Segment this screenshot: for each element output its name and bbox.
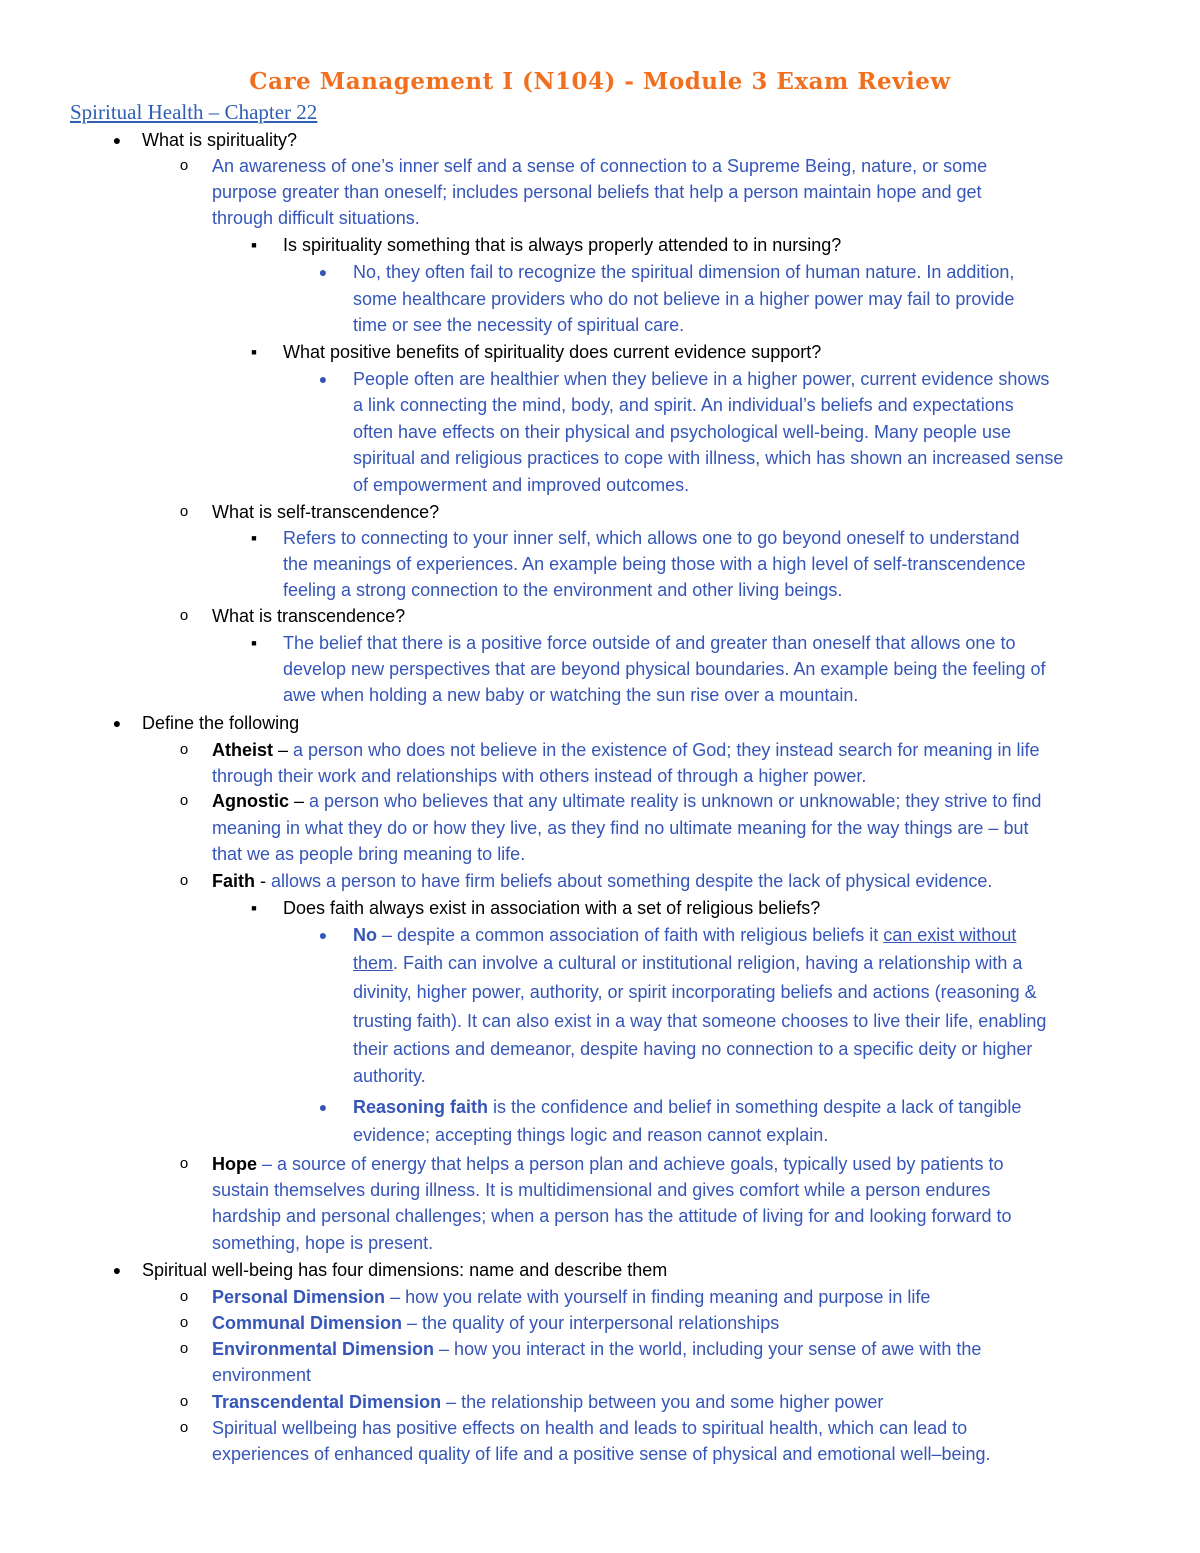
- question-transcendence: What is transcendence?: [212, 606, 406, 626]
- answer-line: People often are healthier when they believe in a higher power, current evidence shows: [353, 369, 1050, 389]
- square-bullet-icon: [245, 525, 263, 551]
- circle-bullet-icon: [175, 499, 193, 525]
- term-reasoning-faith: Reasoning faith: [353, 1097, 489, 1117]
- answer-line: some healthcare providers who do not believe in a higher power may fail to provide: [353, 289, 1015, 309]
- square-bullet-icon: [245, 895, 263, 921]
- circle-bullet-icon: [175, 1389, 193, 1415]
- definition-agnostic: [212, 788, 1041, 814]
- section-heading: Spiritual Health – Chapter 22: [70, 100, 318, 124]
- answer-line: authority.: [353, 1066, 426, 1086]
- definition-text: a person who believes that any ultimate reality is unknown or unknowable; they strive to find: [309, 791, 1042, 811]
- circle-bullet-icon: [175, 1415, 193, 1441]
- underlined-text: them: [353, 953, 394, 973]
- square-bullet-icon: [245, 630, 263, 656]
- circle-bullet-icon: [175, 1284, 193, 1310]
- question-faith-religious: Does faith always exist in association with a set of religious beliefs?: [283, 898, 821, 918]
- answer-text: – despite a common association of faith with religious beliefs it: [377, 925, 884, 945]
- answer-line: feeling a strong connection to the environment and other living beings.: [283, 580, 843, 600]
- answer-line: through difficult situations.: [212, 208, 420, 228]
- term-hope: Hope: [212, 1154, 257, 1174]
- answer-line: evidence; accepting things logic and reason cannot explain.: [353, 1125, 829, 1145]
- question-define: Define the following: [142, 713, 300, 733]
- circle-bullet-icon: [175, 1151, 193, 1177]
- disc-bullet-icon: [314, 1094, 332, 1120]
- circle-bullet-icon: [175, 868, 193, 894]
- dimension-text: environment: [212, 1365, 312, 1385]
- dimension-text: – the relationship between you and some higher power: [441, 1392, 884, 1412]
- disc-bullet-icon: [314, 366, 332, 392]
- definition-text: something, hope is present.: [212, 1233, 434, 1253]
- answer-line: trusting faith). It can also exist in a way that someone chooses to live their life, enabling: [353, 1011, 1047, 1031]
- answer-no: [353, 922, 1016, 948]
- answer-line: No, they often fail to recognize the spiritual dimension of human nature. In addition,: [353, 262, 1015, 282]
- question-benefits: What positive benefits of spirituality does current evidence support?: [283, 342, 822, 362]
- circle-bullet-icon: [175, 737, 193, 763]
- definition-text: that we as people bring meaning to life.: [212, 844, 526, 864]
- dimension-text: – how you interact in the world, including your sense of awe with the: [434, 1339, 982, 1359]
- answer-line: divinity, higher power, authority, or spirit incorporating beliefs and actions (reasoning &: [353, 982, 1037, 1002]
- underlined-text: can exist without: [883, 925, 1017, 945]
- answer-line: often have effects on their physical and psychological well-being. Many people use: [353, 422, 1012, 442]
- dimension-personal: [212, 1284, 930, 1310]
- question-spirituality: What is spirituality?: [142, 130, 298, 150]
- disc-bullet-icon: [108, 1257, 126, 1283]
- term-transcendental-dimension: Transcendental Dimension: [212, 1392, 442, 1412]
- question-self-transcendence: What is self-transcendence?: [212, 502, 440, 522]
- disc-bullet-icon: [108, 127, 126, 153]
- dimension-environmental: [212, 1336, 981, 1362]
- term-communal-dimension: Communal Dimension: [212, 1313, 403, 1333]
- answer-line: the meanings of experiences. An example being those with a high level of self-transcendence: [283, 554, 1026, 574]
- square-bullet-icon: [245, 339, 263, 365]
- definition-text: a person who does not believe in the existence of God; they instead search for meaning in life: [293, 740, 1040, 760]
- term-agnostic: Agnostic: [212, 791, 290, 811]
- term-separator: –: [257, 1154, 278, 1174]
- definition-faith: [212, 868, 992, 894]
- answer-line: a link connecting the mind, body, and spirit. An individual’s beliefs and expectations: [353, 395, 1014, 415]
- term-separator: –: [289, 791, 310, 811]
- answer-line: purpose greater than oneself; includes personal beliefs that help a person maintain hope and get: [212, 182, 982, 202]
- dimension-text: – how you relate with yourself in finding meaning and purpose in life: [385, 1287, 931, 1307]
- summary-line: Spiritual wellbeing has positive effects on health and leads to spiritual health, which can lead to: [212, 1418, 968, 1438]
- circle-bullet-icon: [175, 603, 193, 629]
- circle-bullet-icon: [175, 1336, 193, 1362]
- answer-line: awe when holding a new baby or watching the sun rise over a mountain.: [283, 685, 859, 705]
- answer-line: time or see the necessity of spiritual care.: [353, 315, 685, 335]
- disc-bullet-icon: [314, 922, 332, 948]
- dimension-transcendental: [212, 1389, 883, 1415]
- answer-line: Refers to connecting to your inner self, which allows one to go beyond oneself to understand: [283, 528, 1020, 548]
- definition-text: allows a person to have firm beliefs about something despite the lack of physical evidence.: [271, 871, 993, 891]
- answer-line: The belief that there is a positive force outside of and greater than oneself that allows one to: [283, 633, 1016, 653]
- term-personal-dimension: Personal Dimension: [212, 1287, 386, 1307]
- answer-reasoning-faith: [353, 1094, 1021, 1120]
- document-title: Care Management I (N104) - Module 3 Exam Review: [249, 68, 951, 95]
- answer-text: is the confidence and belief in something despite a lack of tangible: [488, 1097, 1022, 1117]
- term-faith: Faith: [212, 871, 255, 891]
- answer-line: An awareness of one’s inner self and a sense of connection to a Supreme Being, nature, or some: [212, 156, 988, 176]
- dimension-communal: [212, 1310, 779, 1336]
- question-dimensions: Spiritual well-being has four dimensions: name and describe them: [142, 1260, 668, 1280]
- term-separator: –: [273, 740, 294, 760]
- circle-bullet-icon: [175, 1310, 193, 1336]
- answer-line: develop new perspectives that are beyond physical boundaries. An example being the feeling of: [283, 659, 1046, 679]
- answer-line: spiritual and religious practices to cope with illness, which has shown an increased sense: [353, 448, 1064, 468]
- definition-text: a source of energy that helps a person plan and achieve goals, typically used by patients to: [277, 1154, 1004, 1174]
- term-no: No: [353, 925, 377, 945]
- circle-bullet-icon: [175, 153, 193, 179]
- answer-line: [353, 950, 1022, 976]
- definition-text: hardship and personal challenges; when a person has the attitude of living for and looking forward to: [212, 1206, 1012, 1226]
- answer-line: their actions and demeanor, despite having no connection to a specific deity or higher: [353, 1039, 1033, 1059]
- term-atheist: Atheist: [212, 740, 274, 760]
- summary-line: experiences of enhanced quality of life and a positive sense of physical and emotional well–being.: [212, 1444, 991, 1464]
- square-bullet-icon: [245, 232, 263, 258]
- answer-line: of empowerment and improved outcomes.: [353, 475, 690, 495]
- circle-bullet-icon: [175, 788, 193, 814]
- definition-text: sustain themselves during illness. It is multidimensional and gives comfort while a person endures: [212, 1180, 991, 1200]
- dimension-text: – the quality of your interpersonal relationships: [402, 1313, 780, 1333]
- term-separator: -: [255, 871, 271, 891]
- question-nursing: Is spirituality something that is always properly attended to in nursing?: [283, 235, 842, 255]
- disc-bullet-icon: [108, 710, 126, 736]
- term-environmental-dimension: Environmental Dimension: [212, 1339, 435, 1359]
- definition-atheist: [212, 737, 1040, 763]
- answer-text: . Faith can involve a cultural or institutional religion, having a relationship with a: [393, 953, 1023, 973]
- definition-text: meaning in what they do or how they live, as they find no ultimate meaning for the way things are – but: [212, 818, 1029, 838]
- definition-hope: [212, 1151, 1003, 1177]
- disc-bullet-icon: [314, 259, 332, 285]
- definition-text: through their work and relationships with others instead of through a higher power.: [212, 766, 867, 786]
